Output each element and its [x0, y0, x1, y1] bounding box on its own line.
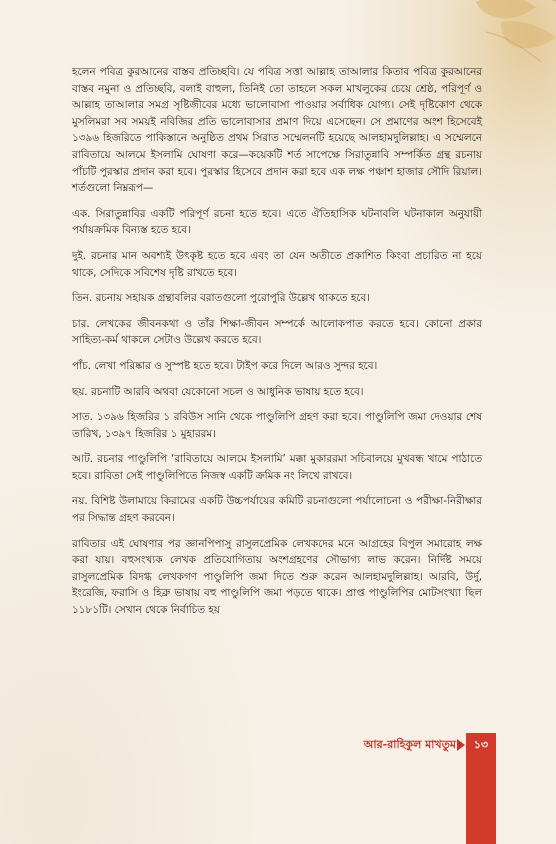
- condition-eight: আট. রচনার পাণ্ডুলিপি ‘রাবিতায়ে আলমে ইসলামি’ মক্কা মুকাররমা সচিবালয়ে মুখবন্ধ খামে পাঠাতে হবে। রাবিতা সেই পাণ্ডুলিপিতে নিজস্ব একটি ক্রমিক নং লিখে রাখবে।: [72, 453, 482, 482]
- condition-three: তিন. রচনায় সহায়ক গ্রন্থাবলির বরাতগুলো পুরোপুরি উল্লেখ থাকতে হবে।: [72, 292, 370, 305]
- condition-five: পাঁচ. লেখা পরিষ্কার ও সুস্পষ্ট হতে হবে। টাইপ করে দিলে আরও সুন্দর হবে।: [72, 359, 378, 372]
- book-title: আর-রাহিকুল মাখতুম: [363, 738, 456, 751]
- condition-nine: নয়. বিশিষ্ট উলামায়ে কিরামের একটি উচ্চপর্যায়ের কমিটি রচনাগুলো পর্যালোচনা ও পরীক্ষা-নিরীক্ষার পর সিদ্ধান্ত গ্রহণ করবেন।: [72, 495, 482, 525]
- condition-six: ছয়. রচনাটি আরবি অথবা যেকোনো সচল ও আধুনিক ভাষায় হতে হবে।: [72, 385, 364, 398]
- closing-paragraph: রাবিতার এই ঘোষণার পর জ্ঞানপিপাসু রাসুলপ্রেমিক লেখকদের মনে আগ্রহের বিপুল সমারোহ লক্ষ করা যায়। বহুসংখ্যক লেখক প্রতিযোগিতায় অংশগ্রহণের সৌভাগ্য লাভ করেন। নির্দিষ্ট সময়ে রাসুলপ্রেমিক বিদগ্ধ লেখকগণ পাণ্ডুলিপি জমা দিতে শুরু করেন আলহামদুলিল্লাহ। আরবি, উর্দু, ইংরেজি, ফরাসি ও হিব্রু ভাষায় বহু পাণ্ডুলিপি জমা পড়তে থাকে। প্রাপ্ত পাণ্ডুলিপির মোটসংখ্যা ছিল ১১৮১টি। সেখান থেকে নির্বাচিত হয়: [72, 537, 482, 617]
- condition-two: দুই. রচনার মান অবশ্যই উৎকৃষ্ট হতে হবে এবং তা যেন অতীতে প্রকাশিত কিংবা প্রচারিত না হয়ে থাকে, সেদিকে সবিশেষ দৃষ্টি রাখতে হবে।: [72, 249, 482, 279]
- intro-paragraph: হলেন পবিত্র কুরআনের বাস্তব প্রতিচ্ছবি। যে পবিত্র সত্তা আল্লাহ তাআলার কিতাব পবিত্র কুরআনের বাস্তব নমুনা ও প্রতিচ্ছবি, বলাই বাহুল্য, তিনিই তো তাহলে সকল মাখলুকের চেয়ে শ্রেষ্ঠ, পরিপূর্ণ ও আল্লাহ তাআলার সমগ্র সৃষ্টিজীবের মধ্যে ভালোবাসা পাওয়ার সর্বাধিক যোগ্য। সেই দৃষ্টিকোণ থেকে মুসলিমরা সব সময়ই নবিজির প্রতি ভালোবাসার প্রমাণ দিয়ে এসেছেন। সে প্রমাণের অংশ হিসেবেই ১৩৯৬ হিজরিতে পাকিস্তানে অনুষ্ঠিত প্রথম সিরাত সম্মেলনটি হয়েছে আলহামদুলিল্লাহ। এ সম্মেলনে রাবিতায়ে আলমে ইসলামি ঘোষণা করে—কয়েকটি শর্ত সাপেক্ষে সিরাতুন্নাবি সম্পর্কিত গ্রন্থ রচনায় পাঁচটি পুরস্কার প্রদান করা হবে। পুরস্কার হিসেবে প্রদান করা হবে এক লক্ষ পঞ্চাশ হাজার সৌদি রিয়াল। শর্তগুলো নিম্নরূপ—: [72, 66, 482, 195]
- arrow-right-icon: [457, 739, 465, 751]
- condition-seven: সাত. ১৩৯৬ হিজরির ১ রবিউস সানি থেকে পাণ্ডুলিপি গ্রহণ করা হবে। পাণ্ডুলিপি জমা দেওয়ার শেষ তারিখ, ১৩৯৭ হিজরির ১ মুহাররম।: [72, 411, 482, 440]
- body-text: [72, 64, 482, 628]
- page-number: ১৩: [473, 738, 489, 751]
- condition-four: চার. লেখকের জীবনকথা ও তাঁর শিক্ষা-জীবন সম্পর্কে আলোকপাত করতে হবে। কোনো প্রকার সাহিত্য-কর্ম থাকলে সেটাও উল্লেখ করতে হবে।: [72, 317, 482, 347]
- condition-one: এক. সিরাতুন্নাবির একটি পরিপূর্ণ রচনা হতে হবে। এতে ঐতিহাসিক ঘটনাবলি ঘটনাকাল অনুযায়ী পর্যায়ক্রমিক বিন্যস্ত হতে হবে।: [72, 207, 482, 237]
